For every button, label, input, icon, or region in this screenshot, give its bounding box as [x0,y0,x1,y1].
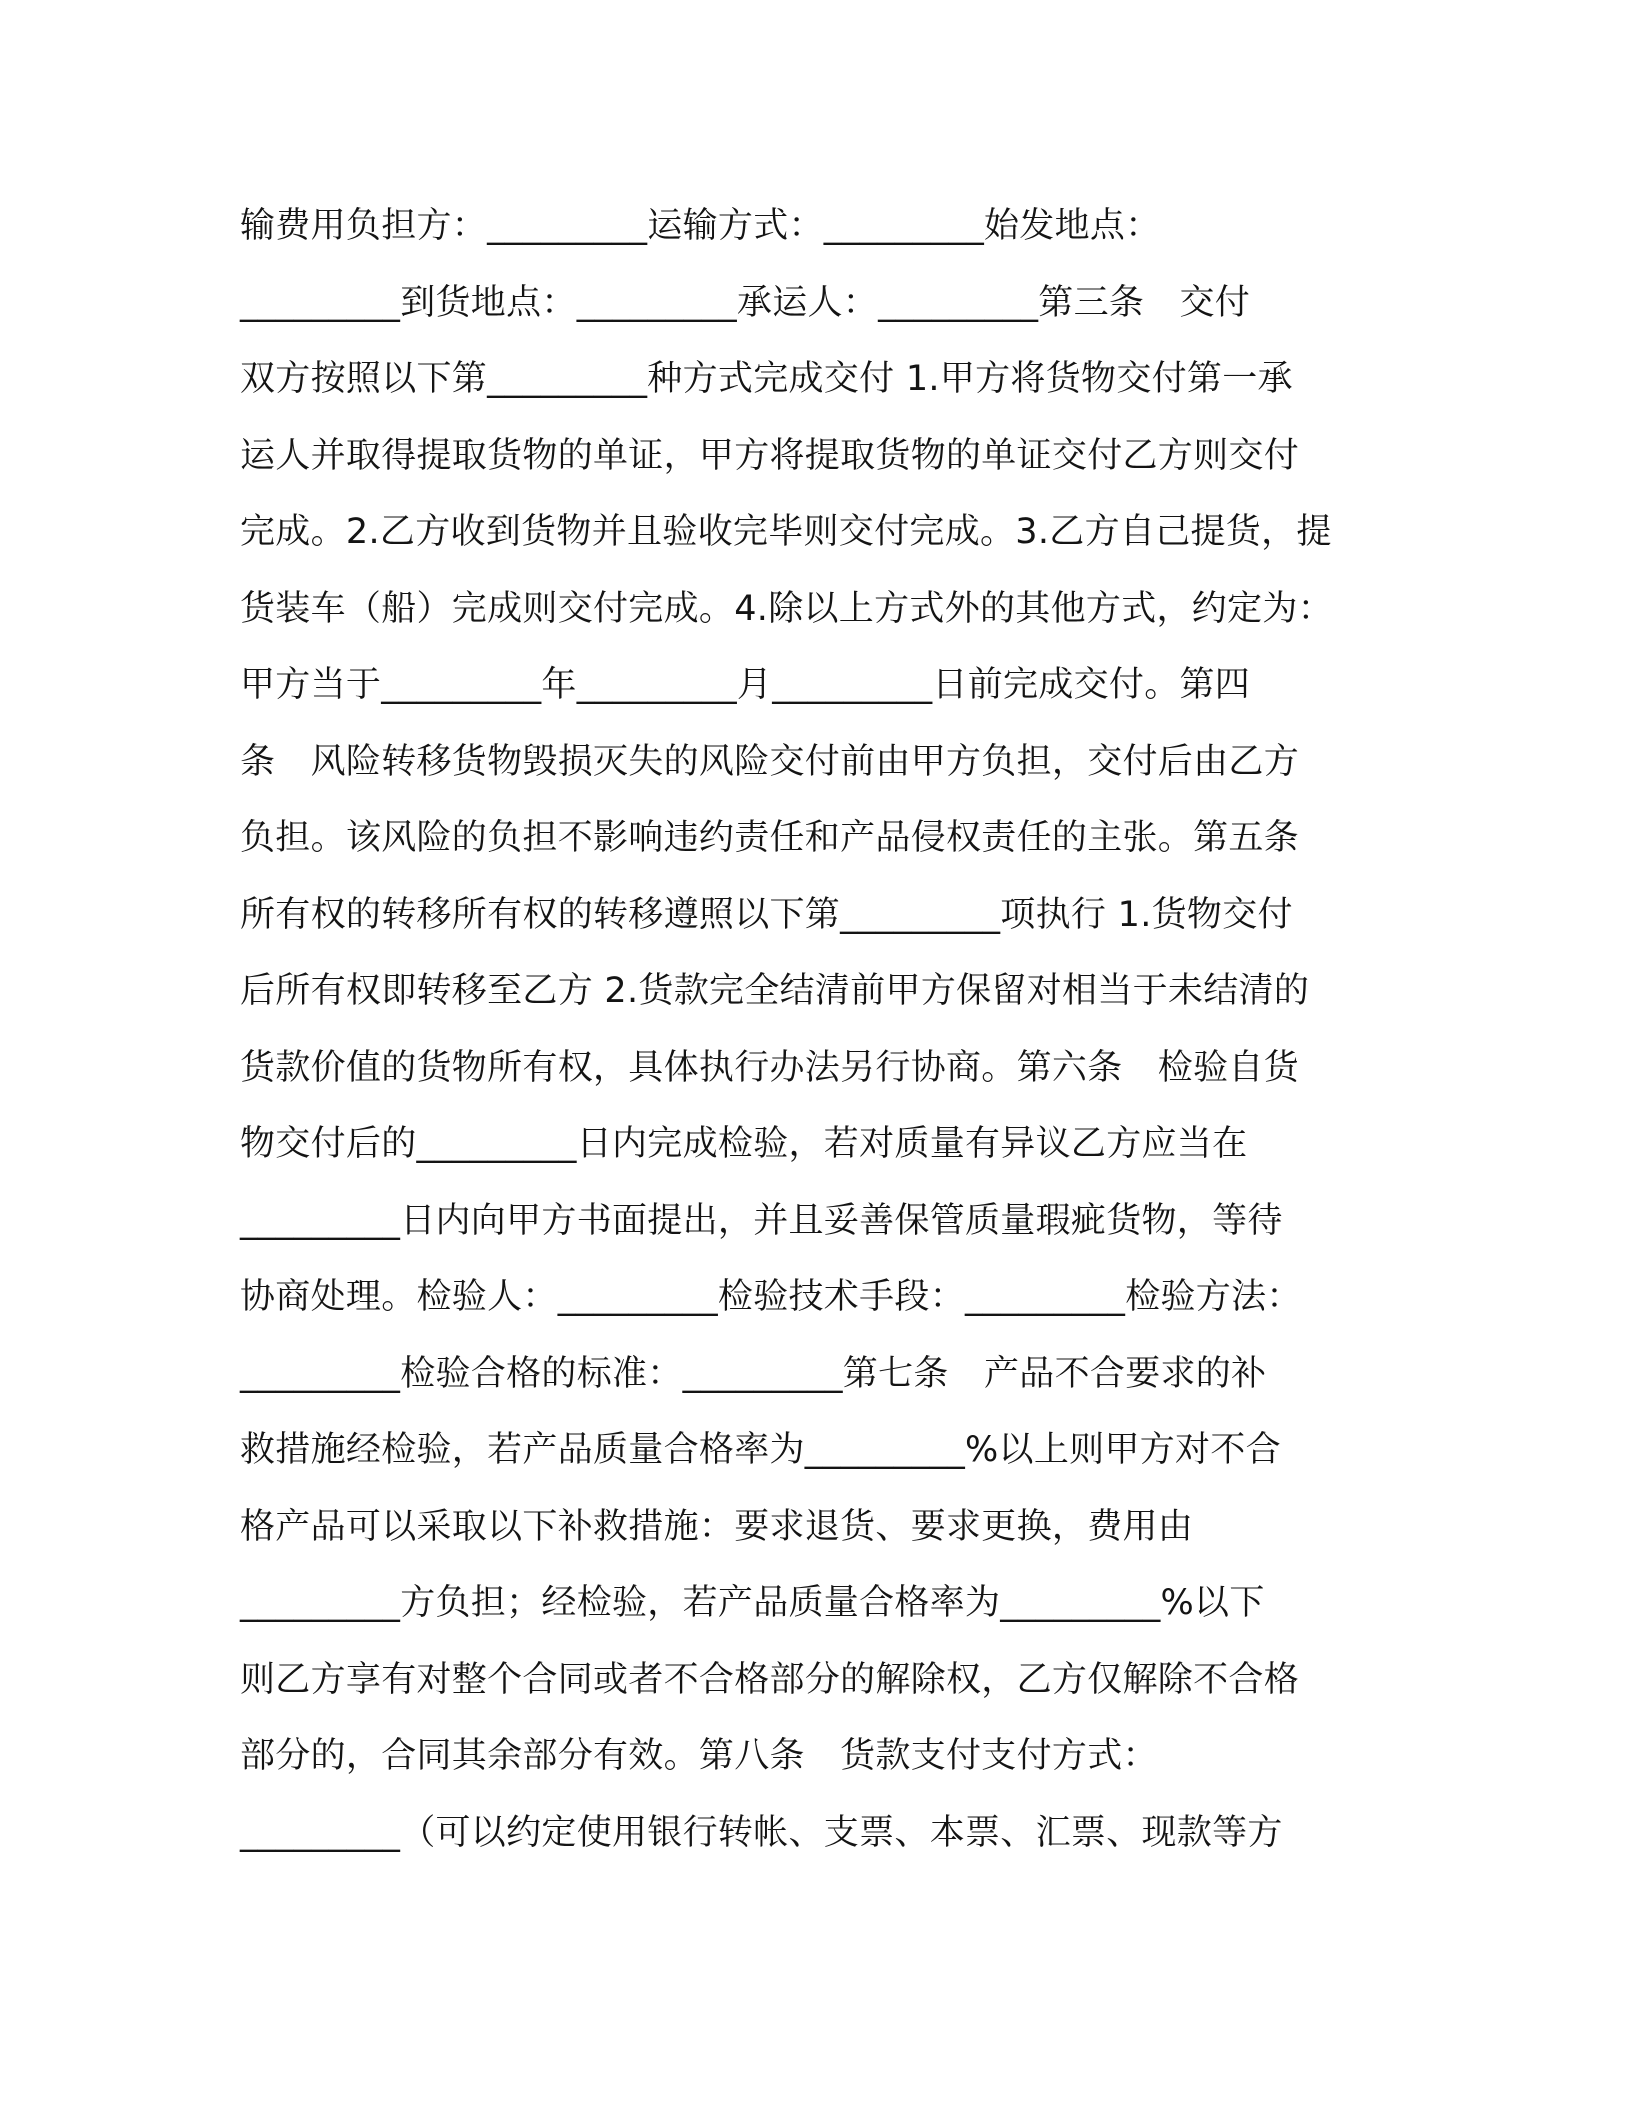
text-line: _________（可以约定使用银行转帐、支票、本票、汇票、现款等方 [240,1812,1283,1853]
text-line: 则乙方享有对整个合同或者不合格部分的解除权，乙方仅解除不合格 [240,1659,1300,1700]
text-line: 格产品可以采取以下补救措施：要求退货、要求更换，费用由 [240,1506,1194,1547]
text-line: 部分的，合同其余部分有效。第八条 货款支付支付方式： [240,1736,1158,1776]
text-line: 货款价值的货物所有权，具体执行办法另行协商。第六条 检验自货 [240,1047,1300,1088]
text-line: 后所有权即转移至乙方 2.货款完全结清前甲方保留对相当于未结清的 [240,971,1310,1011]
text-line: _________日内向甲方书面提出，并且妥善保管质量瑕疵货物，等待 [240,1200,1283,1241]
text-line: 救措施经检验，若产品质量合格率为_________%以上则甲方对不合 [240,1430,1281,1470]
text-line: 所有权的转移所有权的转移遵照以下第_________项执行 1.货物交付 [240,894,1293,935]
text-line: 货装车（船）完成则交付完成。4.除以上方式外的其他方式，约定为： [240,588,1333,629]
text-line: 负担。该风险的负担不影响违约责任和产品侵权责任的主张。第五条 [240,818,1300,858]
text-line: 甲方当于_________年_________月_________日前完成交付。第四 [240,665,1251,705]
text-line: _________方负担；经检验，若产品质量合格率为_________%以下 [240,1583,1265,1623]
text-line: _________检验合格的标准：_________第七条 产品不合要求的补 [240,1353,1267,1394]
text-line: 运人并取得提取货物的单证，甲方将提取货物的单证交付乙方则交付 [240,435,1300,476]
text-line: 物交付后的_________日内完成检验，若对质量有异议乙方应当在 [240,1124,1248,1164]
text-line: 输费用负担方：_________运输方式：_________始发地点： [240,206,1161,246]
text-line: 条 风险转移货物毁损灭失的风险交付前由甲方负担，交付后由乙方 [240,741,1300,782]
text-line: _________到货地点：_________承运人：_________第三条 交付 [240,282,1251,323]
text-line: 双方按照以下第_________种方式完成交付 1.甲方将货物交付第一承 [240,359,1293,399]
text-line: 完成。2.乙方收到货物并且验收完毕则交付完成。3.乙方自己提货，提 [240,512,1332,552]
contract-body-text [240,188,1400,1871]
text-line: 协商处理。检验人：_________检验技术手段：_________检验方法： [240,1277,1302,1317]
